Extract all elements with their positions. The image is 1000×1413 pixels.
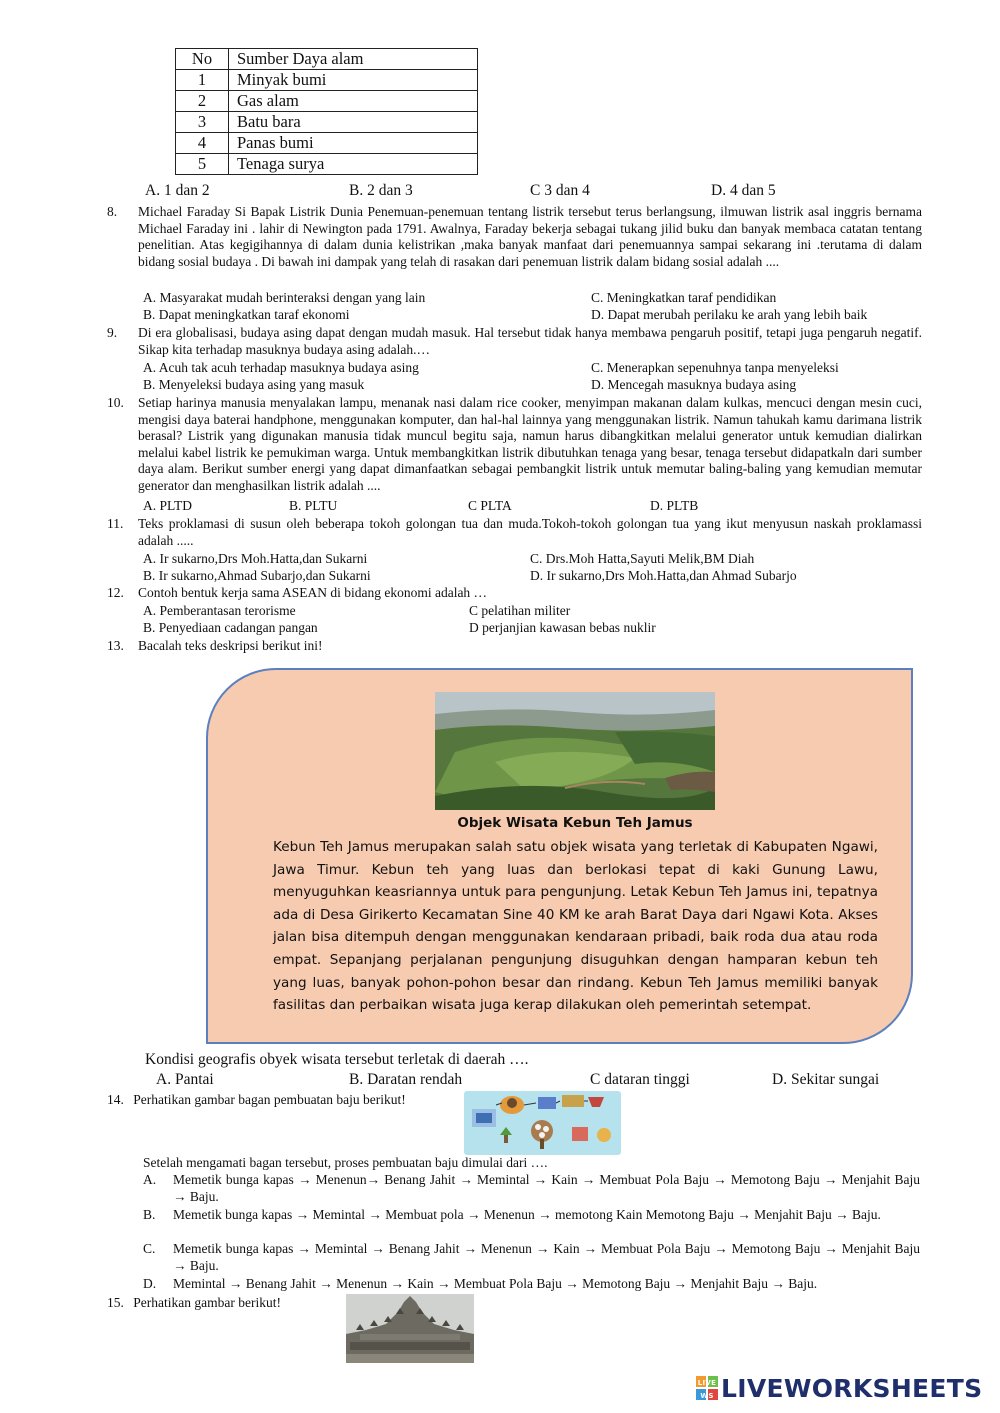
q11-option-d: D. Ir sukarno,Drs Moh.Hatta,dan Ahmad Subarjo [530, 568, 797, 583]
q10-option-c: C PLTA [468, 498, 512, 513]
table-row [176, 154, 478, 175]
resource-table [175, 48, 478, 175]
q8-option-d: D. Dapat merubah perilaku ke arah yang lebih baik [591, 307, 868, 322]
q9-option-a: A. Acuh tak acuh terhadap masuknya budaya asing [143, 360, 419, 375]
table-row [176, 70, 478, 91]
question-number: 11. [107, 516, 124, 531]
q13-question: Kondisi geografis obyek wisata tersebut terletak di daerah …. [145, 1051, 529, 1068]
table-row [176, 91, 478, 112]
table-header-row [176, 49, 478, 70]
q11-option-c: C. Drs.Moh Hatta,Sayuti Melik,BM Diah [530, 551, 755, 566]
question-10 [107, 395, 922, 494]
q7-option-a: A. 1 dan 2 [145, 182, 210, 199]
box-title: Objek Wisata Kebun Teh Jamus [457, 815, 693, 831]
question-text: Bacalah teks deskripsi berikut ini! [138, 638, 323, 653]
question-text: Setiap harinya manusia menyalakan lampu, menanak nasi dalam rice cooker, menyimpan makanan dalam kulkas, mencuci dengan mesin cuci, mengisi daya baterai handphone, menggunakan komputer, dan hal-hal lainnya yang menggunakan listrik. Namun tahukah kamu darimana listrik berasal? Listrik yang digunakan manusia tidak muncul begitu saja, namun harus dibangkitkan melalui generator untuk kemudian dialirkan melalui kabel listrik ke pemukiman warga. Untuk membangkitkan listrik dibutuhkan tenaga yang besar, tenaga tersebut didapatkaln dari sumber daya alam. Berikut sumber energi yang dapat dimanfaatkan sebagai pembangkit listrik untuk memutar baling-baling yang kemudian memutar generator dan menghasilkan listrik adalah .... [138, 395, 922, 493]
q9-option-c: C. Menerapkan sepenuhnya tanpa menyeleksi [591, 360, 839, 375]
question-number: 12. [107, 585, 124, 600]
liveworksheets-logo [696, 1374, 982, 1403]
q10-option-a: A. PLTD [143, 498, 193, 513]
question-number: 10. [107, 395, 124, 410]
logo-badge-bottom: WS [700, 1392, 714, 1400]
table-cell: Gas alam [229, 91, 478, 112]
question-text: Di era globalisasi, budaya asing dapat dengan mudah masuk. Hal tersebut tidak hanya membawa pengaruh positif, tetapi juga pengaruh negatif. Sikap kita terhadap masuknya budaya asing adalah.… [138, 325, 922, 357]
question-number: 8. [107, 204, 118, 219]
table-cell: 5 [176, 154, 229, 175]
clothing-process-diagram [464, 1091, 621, 1155]
q9-option-b: B. Menyeleksi budaya asing yang masuk [143, 377, 365, 392]
logo-text: LIVEWORKSHEETS [721, 1374, 983, 1403]
question-8 [107, 204, 922, 270]
question-15 [107, 1295, 281, 1312]
table-cell: Minyak bumi [229, 70, 478, 91]
table-cell: 1 [176, 70, 229, 91]
q8-option-c: C. Meningkatkan taraf pendidikan [591, 290, 777, 305]
q14-option-b: Memetik bunga kapas → Memintal → Membuat pola → Menenun → memotong Kain Memotong Baju → Menjahit Baju → Baju. [173, 1207, 881, 1222]
table-cell: Panas bumi [229, 133, 478, 154]
q14-option-b-label: B. [143, 1207, 156, 1222]
table-cell: 4 [176, 133, 229, 154]
question-text: Teks proklamasi di susun oleh beberapa tokoh golongan tua dan muda.Tokoh-tokoh golongan tua yang ikut menyusun naskah proklamassi adalah ..... [138, 516, 922, 548]
q14-option-d: Memintal → Benang Jahit → Menenun → Kain → Membuat Pola Baju → Memotong Baju → Menjahit Baju → Baju. [173, 1276, 818, 1291]
q13-option-c: C dataran tinggi [590, 1071, 690, 1088]
box-text: Kebun Teh Jamus merupakan salah satu objek wisata yang terletak di Kabupaten Ngawi, Jawa Timur. Kebun teh yang luas dan berlokasi tepat di kaki Gunung Lawu, menyuguhkan keasriannya untuk para pengunjung. Letak Kebun Teh Jamus ini, tepatnya ada di Desa Girikerto Kecamatan Sine 40 KM ke arah Barat Daya dari Ngawi Kota. Akses jalan bisa ditempuh dengan menggunakan kendaraan pribadi, baik roda dua atau roda empat. Sepanjang perjalanan pengunjung disuguhkan dengan hamparan kebun teh yang luas, banyak pohon-pohon besar dan rindang. Kebun Teh Jamus memiliki banyak fasilitas dan perbaikan wisata juga kerap dilakukan oleh pemerintah setempat. [273, 839, 878, 1014]
q11-option-b: B. Ir sukarno,Ahmad Subarjo,dan Sukarni [143, 568, 371, 583]
question-text: Perhatikan gambar berikut! [133, 1295, 281, 1310]
q8-option-b: B. Dapat meningkatkan taraf ekonomi [143, 307, 350, 322]
q13-option-d: D. Sekitar sungai [772, 1071, 880, 1088]
question-12 [107, 585, 922, 602]
q12-option-c: C pelatihan militer [469, 603, 571, 618]
q14-option-c-label: C. [143, 1241, 156, 1256]
q12-option-a: A. Pemberantasan terorisme [143, 603, 296, 618]
question-number: 15. [107, 1295, 124, 1310]
question-14 [107, 1092, 406, 1109]
question-13 [107, 638, 922, 655]
q8-option-a: A. Masyarakat mudah berinteraksi dengan yang lain [143, 290, 426, 305]
question-text: Contoh bentuk kerja sama ASEAN di bidang ekonomi adalah … [138, 585, 488, 600]
table-row [176, 112, 478, 133]
question-text: Michael Faraday Si Bapak Listrik Dunia Penemuan-penemuan tentang listrik tersebut terus berlangsung, ilmuwan listrik asal inggris bernama Michael Faraday ini . lahir di Newington pada 1791. Awalnya, Faraday bekerja sebagai tukang jilid buku dan banyak membaca catatan tentang penelitian. Atas kegigihannya di dalam dunia kelistrikan ,maka banyak manfaat dari penemuannya sampai sekarang ini .terutama di dalam bidang sosial budaya . Di bawah ini dampak yang telah di rasakan dari penemuan listrik dalam bidang sosial adalah .... [138, 204, 922, 269]
q14-option-d-label: D. [143, 1276, 157, 1291]
q10-option-d: D. PLTB [650, 498, 699, 513]
q14-option-a-label: A. [143, 1172, 157, 1187]
liveworksheets-logo-icon [696, 1376, 718, 1400]
q13-option-a: A. Pantai [156, 1071, 214, 1088]
table-cell: 2 [176, 91, 229, 112]
q10-option-b: B. PLTU [289, 498, 338, 513]
table-row [176, 133, 478, 154]
q14-option-a: Memetik bunga kapas → Menenun→ Benang Jahit → Memintal → Kain → Membuat Pola Baju → Memotong Baju → Menjahit Baju → Baju. [173, 1172, 920, 1204]
logo-badge-top: LIVE [697, 1379, 717, 1387]
question-11 [107, 516, 922, 549]
tea-plantation-photo [435, 692, 715, 810]
q7-option-c: C 3 dan 4 [530, 182, 590, 199]
q7-option-b: B. 2 dan 3 [349, 182, 413, 199]
q11-option-a: A. Ir sukarno,Drs Moh.Hatta,dan Sukarni [143, 551, 368, 566]
table-cell: Tenaga surya [229, 154, 478, 175]
q7-option-d: D. 4 dan 5 [711, 182, 776, 199]
question-number: 14. [107, 1092, 124, 1107]
borobudur-temple-photo [346, 1294, 474, 1363]
q12-option-b: B. Penyediaan cadangan pangan [143, 620, 318, 635]
table-cell: 3 [176, 112, 229, 133]
question-number: 9. [107, 325, 118, 340]
q14-option-c: Memetik bunga kapas → Memintal → Benang Jahit → Menenun → Kain → Membuat Pola Baju → Memotong Baju → Menjahit Baju → Baju. [173, 1241, 920, 1273]
question-9 [107, 325, 922, 358]
q14-question: Setelah mengamati bagan tersebut, proses pembuatan baju dimulai dari …. [143, 1155, 548, 1170]
table-header-cell: No [176, 49, 229, 70]
table-cell: Batu bara [229, 112, 478, 133]
table-header-cell: Sumber Daya alam [229, 49, 478, 70]
q9-option-d: D. Mencegah masuknya budaya asing [591, 377, 797, 392]
q13-option-b: B. Daratan rendah [349, 1071, 463, 1088]
question-number: 13. [107, 638, 124, 653]
q12-option-d: D perjanjian kawasan bebas nuklir [469, 620, 656, 635]
question-text: Perhatikan gambar bagan pembuatan baju berikut! [133, 1092, 406, 1107]
